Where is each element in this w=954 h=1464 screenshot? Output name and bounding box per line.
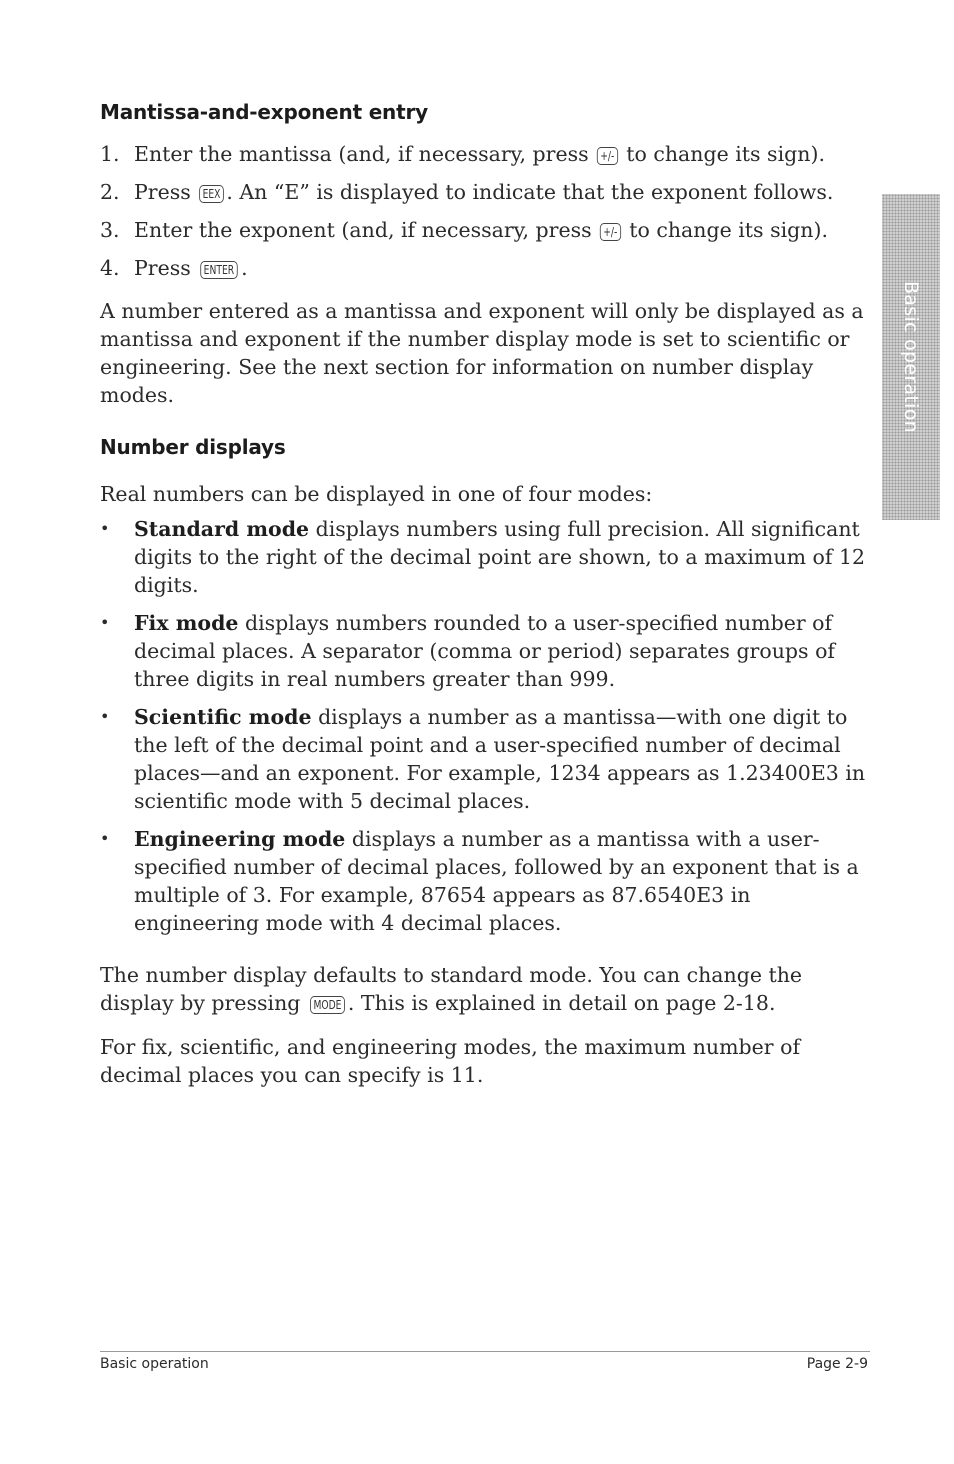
chapter-side-tab (882, 194, 940, 520)
mode-description: displays numbers using full precision. All significant digits to the right of the decimal point are shown, to a maximum of 12 digits. (134, 517, 866, 597)
paragraph-text: The number display defaults to standard mode. You can change the display by pressing (100, 963, 803, 1015)
bullet-icon: • (100, 707, 110, 726)
footer-chapter-title: Basic operation (100, 1356, 209, 1372)
section-heading-number-displays: Number displays (100, 435, 286, 459)
mode-item-engineering (100, 825, 870, 937)
max-decimal-paragraph: For fix, scientific, and engineering modes, the maximum number of decimal places you can specify is 11. (100, 1035, 801, 1087)
step-number: 3. (100, 218, 120, 242)
mode-item-scientific (100, 703, 870, 815)
step-text: Press (134, 180, 198, 204)
modes-list (100, 515, 870, 937)
step-text: to change its sign). (619, 142, 825, 166)
step-text: to change its sign). (622, 218, 828, 242)
step-item (100, 254, 880, 292)
footer-page-number: Page 2-9 (806, 1356, 868, 1372)
steps-list (100, 140, 880, 292)
step-item (100, 216, 880, 254)
step-text: Press (134, 256, 198, 280)
paragraph-text: . This is explained in detail on page 2-18. (347, 991, 776, 1015)
mode-description: displays numbers rounded to a user-specified number of decimal places. A separator (comma or period) separates groups of three digits in real numbers greater than 999. (134, 611, 835, 691)
mode-term: Engineering mode (134, 827, 346, 851)
mode-item-fix (100, 609, 870, 693)
step-text: . (241, 256, 248, 280)
plus-minus-key-icon: +/- (597, 147, 618, 165)
enter-key-icon: ENTER (201, 261, 238, 279)
mantissa-paragraph: A number entered as a mantissa and exponent will only be displayed as a mantissa and exponent if the number display mode is set to scientific or engineering. See the next section for information on number display modes. (100, 299, 864, 407)
mode-item-standard (100, 515, 870, 599)
step-item (100, 178, 880, 216)
step-number: 1. (100, 142, 120, 166)
default-mode-paragraph (100, 961, 870, 1017)
footer-divider (100, 1351, 870, 1352)
mode-term: Fix mode (134, 611, 239, 635)
step-number: 2. (100, 180, 120, 204)
mode-description: displays a number as a mantissa with a user-specified number of decimal places, followed by an exponent that is a multiple of 3. For example, 87654 appears as 87.6540E3 in engineering mode with 4 decimal places. (134, 827, 859, 935)
chapter-tab-label: Basic operation (900, 280, 922, 434)
bullet-icon: • (100, 613, 110, 632)
mode-key-icon: MODE (310, 996, 345, 1014)
step-text: Enter the exponent (and, if necessary, press (134, 218, 599, 242)
plus-minus-key-icon: +/- (600, 223, 621, 241)
step-text: Enter the mantissa (and, if necessary, press (134, 142, 596, 166)
section-heading-mantissa-exponent: Mantissa-and-exponent entry (100, 100, 428, 124)
bullet-icon: • (100, 829, 110, 848)
step-text: . An “E” is displayed to indicate that the exponent follows. (226, 180, 834, 204)
modes-intro: Real numbers can be displayed in one of four modes: (100, 482, 653, 506)
step-item (100, 140, 880, 178)
step-number: 4. (100, 256, 120, 280)
bullet-icon: • (100, 519, 110, 538)
mode-description: displays a number as a mantissa—with one digit to the left of the decimal point and a user-specified number of decimal places—and an exponent. For example, 1234 appears as 1.23400E3 in scientific mode with 5 decimal places. (134, 705, 866, 813)
mode-term: Scientific mode (134, 705, 312, 729)
eex-key-icon: EEX (199, 185, 224, 203)
mode-term: Standard mode (134, 517, 310, 541)
